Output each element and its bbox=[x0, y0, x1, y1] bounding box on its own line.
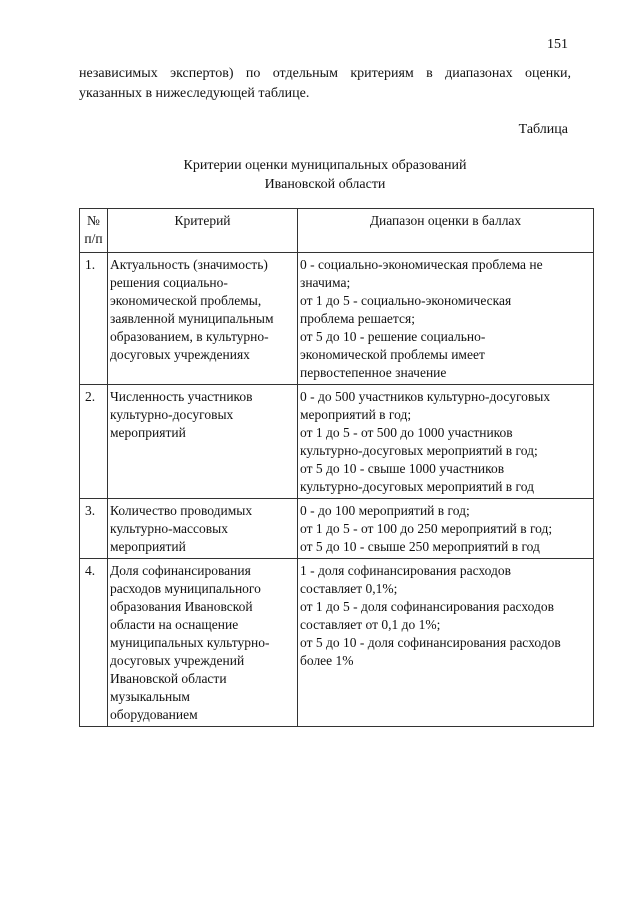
criterion-cell bbox=[108, 253, 298, 385]
criterion-line: заявленной муниципальным bbox=[110, 311, 274, 326]
range-line: от 5 до 10 - свыше 250 мероприятий в год bbox=[300, 539, 540, 554]
intro-line: независимых экспертов) по отдельным критериям в диапазонах оценки, bbox=[79, 66, 571, 81]
range-line: 0 - социально-экономическая проблема не bbox=[300, 257, 543, 272]
page-number: 151 bbox=[547, 37, 568, 52]
range-line: культурно-досуговых мероприятий в год bbox=[300, 479, 534, 494]
criterion-line: экономической проблемы, bbox=[110, 293, 262, 308]
range-line: от 1 до 5 - от 500 до 1000 участников bbox=[300, 425, 513, 440]
table-row bbox=[80, 559, 594, 727]
range-line: первостепенное значение bbox=[300, 365, 447, 380]
criterion-line: Актуальность (значимость) bbox=[110, 257, 268, 272]
intro-paragraph bbox=[79, 64, 571, 104]
range-line: 0 - до 100 мероприятий в год; bbox=[300, 503, 470, 518]
criterion-line: культурно-досуговых bbox=[110, 407, 234, 422]
criterion-line: образования Ивановской bbox=[110, 599, 253, 614]
table-body bbox=[80, 253, 594, 727]
range-line: культурно-досуговых мероприятий в год; bbox=[300, 443, 538, 458]
table-row bbox=[80, 385, 594, 499]
criterion-line: Количество проводимых bbox=[110, 503, 253, 518]
range-cell bbox=[298, 385, 594, 499]
range-line: мероприятий в год; bbox=[300, 407, 412, 422]
criterion-line: области на оснащение bbox=[110, 617, 239, 632]
range-cell bbox=[298, 499, 594, 559]
criterion-line: мероприятий bbox=[110, 539, 186, 554]
criterion-line: оборудованием bbox=[110, 707, 198, 722]
criterion-cell bbox=[108, 499, 298, 559]
range-line: более 1% bbox=[300, 653, 354, 668]
criterion-line: Доля софинансирования bbox=[110, 563, 251, 578]
header-num-line: п/п bbox=[84, 231, 103, 246]
range-cell bbox=[298, 253, 594, 385]
criterion-line: муниципальных культурно- bbox=[110, 635, 270, 650]
range-line: составляет 0,1%; bbox=[300, 581, 398, 596]
table-label: Таблица bbox=[518, 122, 568, 137]
header-num bbox=[80, 209, 108, 253]
row-number: 2. bbox=[80, 385, 108, 499]
range-line: 0 - до 500 участников культурно-досуговых bbox=[300, 389, 551, 404]
range-line: от 1 до 5 - социально-экономическая bbox=[300, 293, 512, 308]
criterion-line: Ивановской области bbox=[110, 671, 227, 686]
range-line: от 1 до 5 - от 100 до 250 мероприятий в год; bbox=[300, 521, 553, 536]
row-number: 1. bbox=[80, 253, 108, 385]
table-row bbox=[80, 499, 594, 559]
criterion-line: мероприятий bbox=[110, 425, 186, 440]
title-line: Критерии оценки муниципальных образований bbox=[183, 158, 467, 173]
table-title bbox=[79, 156, 571, 194]
range-line: проблема решается; bbox=[300, 311, 415, 326]
range-line: 1 - доля софинансирования расходов bbox=[300, 563, 511, 578]
criteria-table bbox=[79, 208, 594, 727]
range-line: от 5 до 10 - доля софинансирования расходов bbox=[300, 635, 561, 650]
criterion-line: Численность участников bbox=[110, 389, 253, 404]
range-line: от 1 до 5 - доля софинансирования расходов bbox=[300, 599, 554, 614]
range-cell bbox=[298, 559, 594, 727]
row-number: 3. bbox=[80, 499, 108, 559]
criterion-cell bbox=[108, 559, 298, 727]
criterion-line: досуговых учреждений bbox=[110, 653, 245, 668]
row-number: 4. bbox=[80, 559, 108, 727]
range-line: от 5 до 10 - решение социально- bbox=[300, 329, 486, 344]
criterion-line: расходов муниципального bbox=[110, 581, 261, 596]
criterion-line: решения социально- bbox=[110, 275, 228, 290]
header-criterion: Критерий bbox=[108, 209, 298, 253]
criterion-line: культурно-массовых bbox=[110, 521, 228, 536]
table-header-row bbox=[80, 209, 594, 253]
criterion-line: досуговых учреждениях bbox=[110, 347, 250, 362]
range-line: значима; bbox=[300, 275, 351, 290]
title-line: Ивановской области bbox=[264, 177, 386, 192]
range-line: от 5 до 10 - свыше 1000 участников bbox=[300, 461, 505, 476]
range-line: составляет от 0,1 до 1%; bbox=[300, 617, 441, 632]
criterion-line: музыкальным bbox=[110, 689, 190, 704]
table-row bbox=[80, 253, 594, 385]
header-num-line: № bbox=[87, 213, 100, 228]
range-line: экономической проблемы имеет bbox=[300, 347, 485, 362]
intro-line: указанных в нижеследующей таблице. bbox=[79, 86, 310, 101]
header-range: Диапазон оценки в баллах bbox=[298, 209, 594, 253]
criterion-cell bbox=[108, 385, 298, 499]
criterion-line: образованием, в культурно- bbox=[110, 329, 269, 344]
